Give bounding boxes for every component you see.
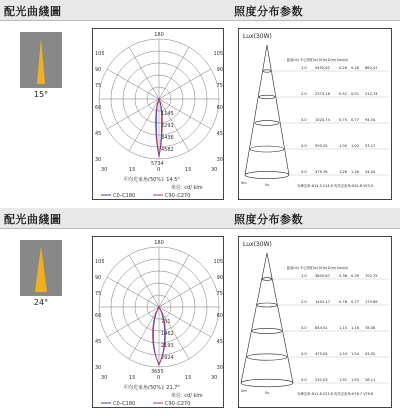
axis-right-60: 60 [216,313,223,319]
radial-value: 2291 [161,123,174,129]
illum-title: Lux(30W) [243,33,272,40]
polar-top-label: 180 [154,32,164,38]
radial-value: 2924 [161,355,174,361]
bottom-label-0v: 0v [265,391,270,395]
section-header [0,0,400,20]
axis-right-45: 45 [216,339,223,345]
row-d1: 1.26 [339,170,348,174]
row-e: 844.52 [315,326,328,330]
row-d2: 1.93 [351,378,360,382]
illum-table-header: 距离(m) 中心照度(lx) D(m) D(m) Eav(lx) [287,266,349,270]
row-eav: 28.11 [365,378,376,382]
axis-right-75: 75 [216,291,223,297]
illum-footer: 半峰边角:H21.8 V21.8 有效光束角:H76.7 V76.8 [297,392,373,396]
illuminance-cone-svg [239,237,393,409]
legend-c0: C0–C180 [113,193,136,199]
row-d1: 0.52 [339,92,348,96]
polar-top-label: 180 [154,240,164,246]
illuminance-title: 照度分布参数 [234,213,303,226]
beam-angle-label: 15° [33,90,49,99]
beam-thumbnail [20,32,62,88]
axis-left-75: 75 [95,83,102,89]
bottom-label-0m: 0m [241,181,247,185]
unit-text: 单位: cd/ klm [171,393,203,399]
axis-right-30: 30 [216,157,223,163]
row-eav: 702.75 [365,274,378,278]
row-e: 595.25 [315,144,328,148]
row-d1: 0.38 [339,274,348,278]
row-h: 1.0 [301,66,307,70]
bottom-axis-label: 30 [101,375,108,381]
axis-right-30: 30 [216,365,223,371]
axis-right-105: 105 [213,259,223,265]
axis-left-75: 75 [95,291,102,297]
row-d1: 1.91 [339,378,348,382]
row-eav: 94.54 [365,118,376,122]
beam-thumbnail [20,240,62,296]
row-h: 4.0 [301,144,307,148]
axis-right-60: 60 [216,105,223,111]
axis-right-105: 105 [213,51,223,57]
illuminance-title: 照度分布参数 [234,5,303,18]
illum-table-header: 距离(m) 中心照度(lx) D(m) D(m) Eav(lx) [287,58,349,62]
axis-left-30: 30 [95,157,102,163]
legend-c0: C0–C180 [113,401,136,407]
row-h: 5.0 [301,378,307,382]
axis-left-30: 30 [95,365,102,371]
axis-left-60: 60 [95,313,102,319]
row-d2: 0.26 [351,66,360,70]
bottom-label-0v: 0v [265,183,270,187]
bottom-axis-label: 0 [157,375,161,381]
row-eav: 43.92 [365,352,376,356]
axis-right-75: 75 [216,83,223,89]
divider [0,228,400,229]
bottom-axis-label: 15 [129,375,136,381]
row-e: 232.03 [315,378,328,382]
row-d1: 0.78 [339,300,348,304]
row-e: 2373.16 [315,92,330,96]
axis-left-105: 105 [95,51,105,57]
section-header [0,208,400,228]
bottom-label-0m: 0m [241,389,247,393]
row-e: 379.76 [315,170,328,174]
row-h: 2.0 [301,300,307,304]
row-d2: 1.26 [351,170,360,174]
bottom-axis-label: 0 [157,167,161,173]
bottom-axis-label: 15 [185,167,192,173]
light-curve-title: 配光曲綫圖 [4,213,62,226]
axis-left-60: 60 [95,105,102,111]
polar-chart [92,28,224,200]
row-h: 4.0 [301,352,307,356]
row-e: 475.04 [315,352,328,356]
row-e: 5492.62 [315,66,330,70]
row-e: 1024.74 [315,118,330,122]
axis-left-45: 45 [95,339,102,345]
row-h: 2.0 [301,92,307,96]
axis-right-90: 90 [216,275,223,281]
unit-text: 单位: cd/ klm [171,185,203,191]
polar-chart-svg [93,237,225,409]
row-d2: 0.77 [351,300,360,304]
radial-value: 731 [161,319,171,325]
radial-value: 3436 [161,135,174,141]
row-eav: 78.08 [365,326,376,330]
bottom-axis-label: 30 [211,167,218,173]
row-h: 5.0 [301,170,307,174]
axis-right-90: 90 [216,67,223,73]
axis-left-105: 105 [95,259,105,265]
row-d2: 1.54 [351,352,360,356]
radial-value: 1145 [161,111,174,117]
axis-left-90: 90 [95,275,102,281]
legend-c90: C90–C270 [165,193,191,199]
beam-cone-icon [20,240,62,296]
axis-right-45: 45 [216,131,223,137]
axis-left-45: 45 [95,131,102,137]
row-h: 3.0 [301,326,307,330]
row-eav: 175.69 [365,300,378,304]
row-e: 3805.67 [315,274,330,278]
beam-angle-text: 平均光束角(50%): 21.7° [123,385,180,391]
beam-angle-label: 24° [33,298,49,307]
divider [0,20,400,21]
row-e: 1402.17 [315,300,330,304]
row-d1: 1.15 [339,326,348,330]
bottom-axis-label: 15 [185,375,192,381]
illuminance-chart [238,28,392,200]
light-curve-title: 配光曲綫圖 [4,5,62,18]
row-eav: 34.04 [365,170,376,174]
beam-angle-text: 平均光束角(50%): 14.5° [123,177,180,183]
row-eav: 862.47 [365,66,378,70]
radial-value: 4582 [161,147,174,153]
row-d1: 0.75 [339,118,348,122]
illum-footer: 半峰边角:H14.5 V14.8 有效光束角:H52.8 V53.5 [297,184,373,188]
bottom-axis-label: 30 [211,375,218,381]
illuminance-cone-svg [239,29,393,201]
row-h: 3.0 [301,118,307,122]
bottom-axis-label: 15 [129,167,136,173]
row-d2: 0.77 [351,118,360,122]
row-d2: 0.39 [351,274,360,278]
polar-chart-svg [93,29,225,201]
illuminance-chart [238,236,392,408]
row-eav: 212.74 [365,92,378,96]
row-d2: 0.51 [351,92,360,96]
row-d1: 1.00 [339,144,348,148]
row-d2: 1.02 [351,144,360,148]
radial-value: 3655 [151,369,164,375]
row-d1: 0.26 [339,66,348,70]
radial-value: 5734 [151,161,164,167]
illum-title: Lux(30W) [243,241,272,248]
section-24deg [0,208,400,414]
legend-c90: C90–C270 [165,401,191,407]
bottom-axis-label: 30 [101,167,108,173]
row-h: 1.0 [301,274,307,278]
axis-left-90: 90 [95,67,102,73]
radial-value: 2193 [161,343,174,349]
polar-chart [92,236,224,408]
row-eav: 53.17 [365,144,376,148]
radial-value: 1462 [161,331,174,337]
row-d2: 1.16 [351,326,360,330]
row-d1: 1.54 [339,352,348,356]
beam-cone-icon [20,32,62,88]
section-15deg [0,0,400,206]
